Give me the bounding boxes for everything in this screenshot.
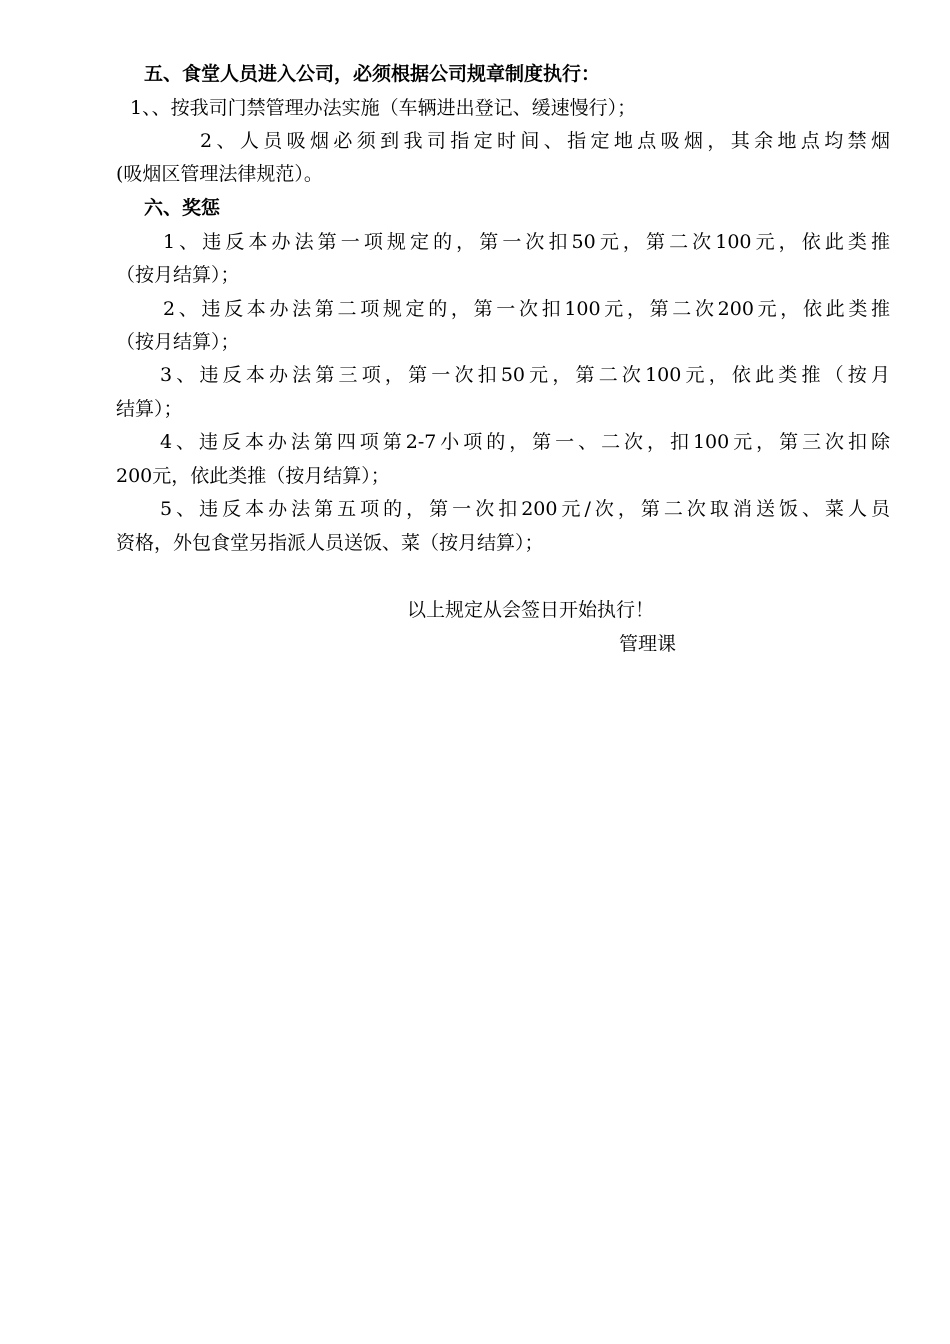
section-5-item-1: 1、、按我司门禁管理办法实施（车辆进出登记、缓速慢行）； [130,97,637,119]
section-6-item-2-line-2: （按月结算）； [116,331,240,353]
section-5-item-2-line-1: 2、人员吸烟必须到我司指定时间、指定地点吸烟，其余地点均禁烟 [200,130,890,152]
section-6-item-1-line-2: （按月结算）； [116,264,240,286]
section-5-heading: 五、食堂人员进入公司，必须根据公司规章制度执行： [144,63,601,85]
section-6-item-3-line-2: 结算）； [116,398,183,420]
section-6-item-4-line-2: 200元，依此类推（按月结算）； [116,465,390,487]
effective-date-note: 以上规定从会签日开始执行！ [407,599,655,621]
section-6-item-2-line-1: 2、违反本办法第二项规定的，第一次扣100元，第二次200元，依此类推 [163,298,890,320]
signer-department: 管理课 [619,633,677,655]
section-6-item-4-line-1: 4、违反本办法第四项第2-7小项的，第一、二次，扣100元，第三次扣除 [160,431,890,453]
section-6-item-5-line-1: 5、违反本办法第五项的，第一次扣200元/次，第二次取消送饭、菜人员 [160,498,890,520]
section-6-heading: 六、奖惩 [144,197,221,219]
section-6-item-5-line-2: 资格，外包食堂另指派人员送饭、菜（按月结算）； [116,532,544,554]
section-6-item-1-line-1: 1、违反本办法第一项规定的，第一次扣50元，第二次100元，依此类推 [163,231,890,253]
section-5-item-2-line-2: (吸烟区管理法律规范）。 [116,163,323,185]
section-6-item-3-line-1: 3、违反本办法第三项，第一次扣50元，第二次100元，依此类推（按月 [160,364,890,386]
